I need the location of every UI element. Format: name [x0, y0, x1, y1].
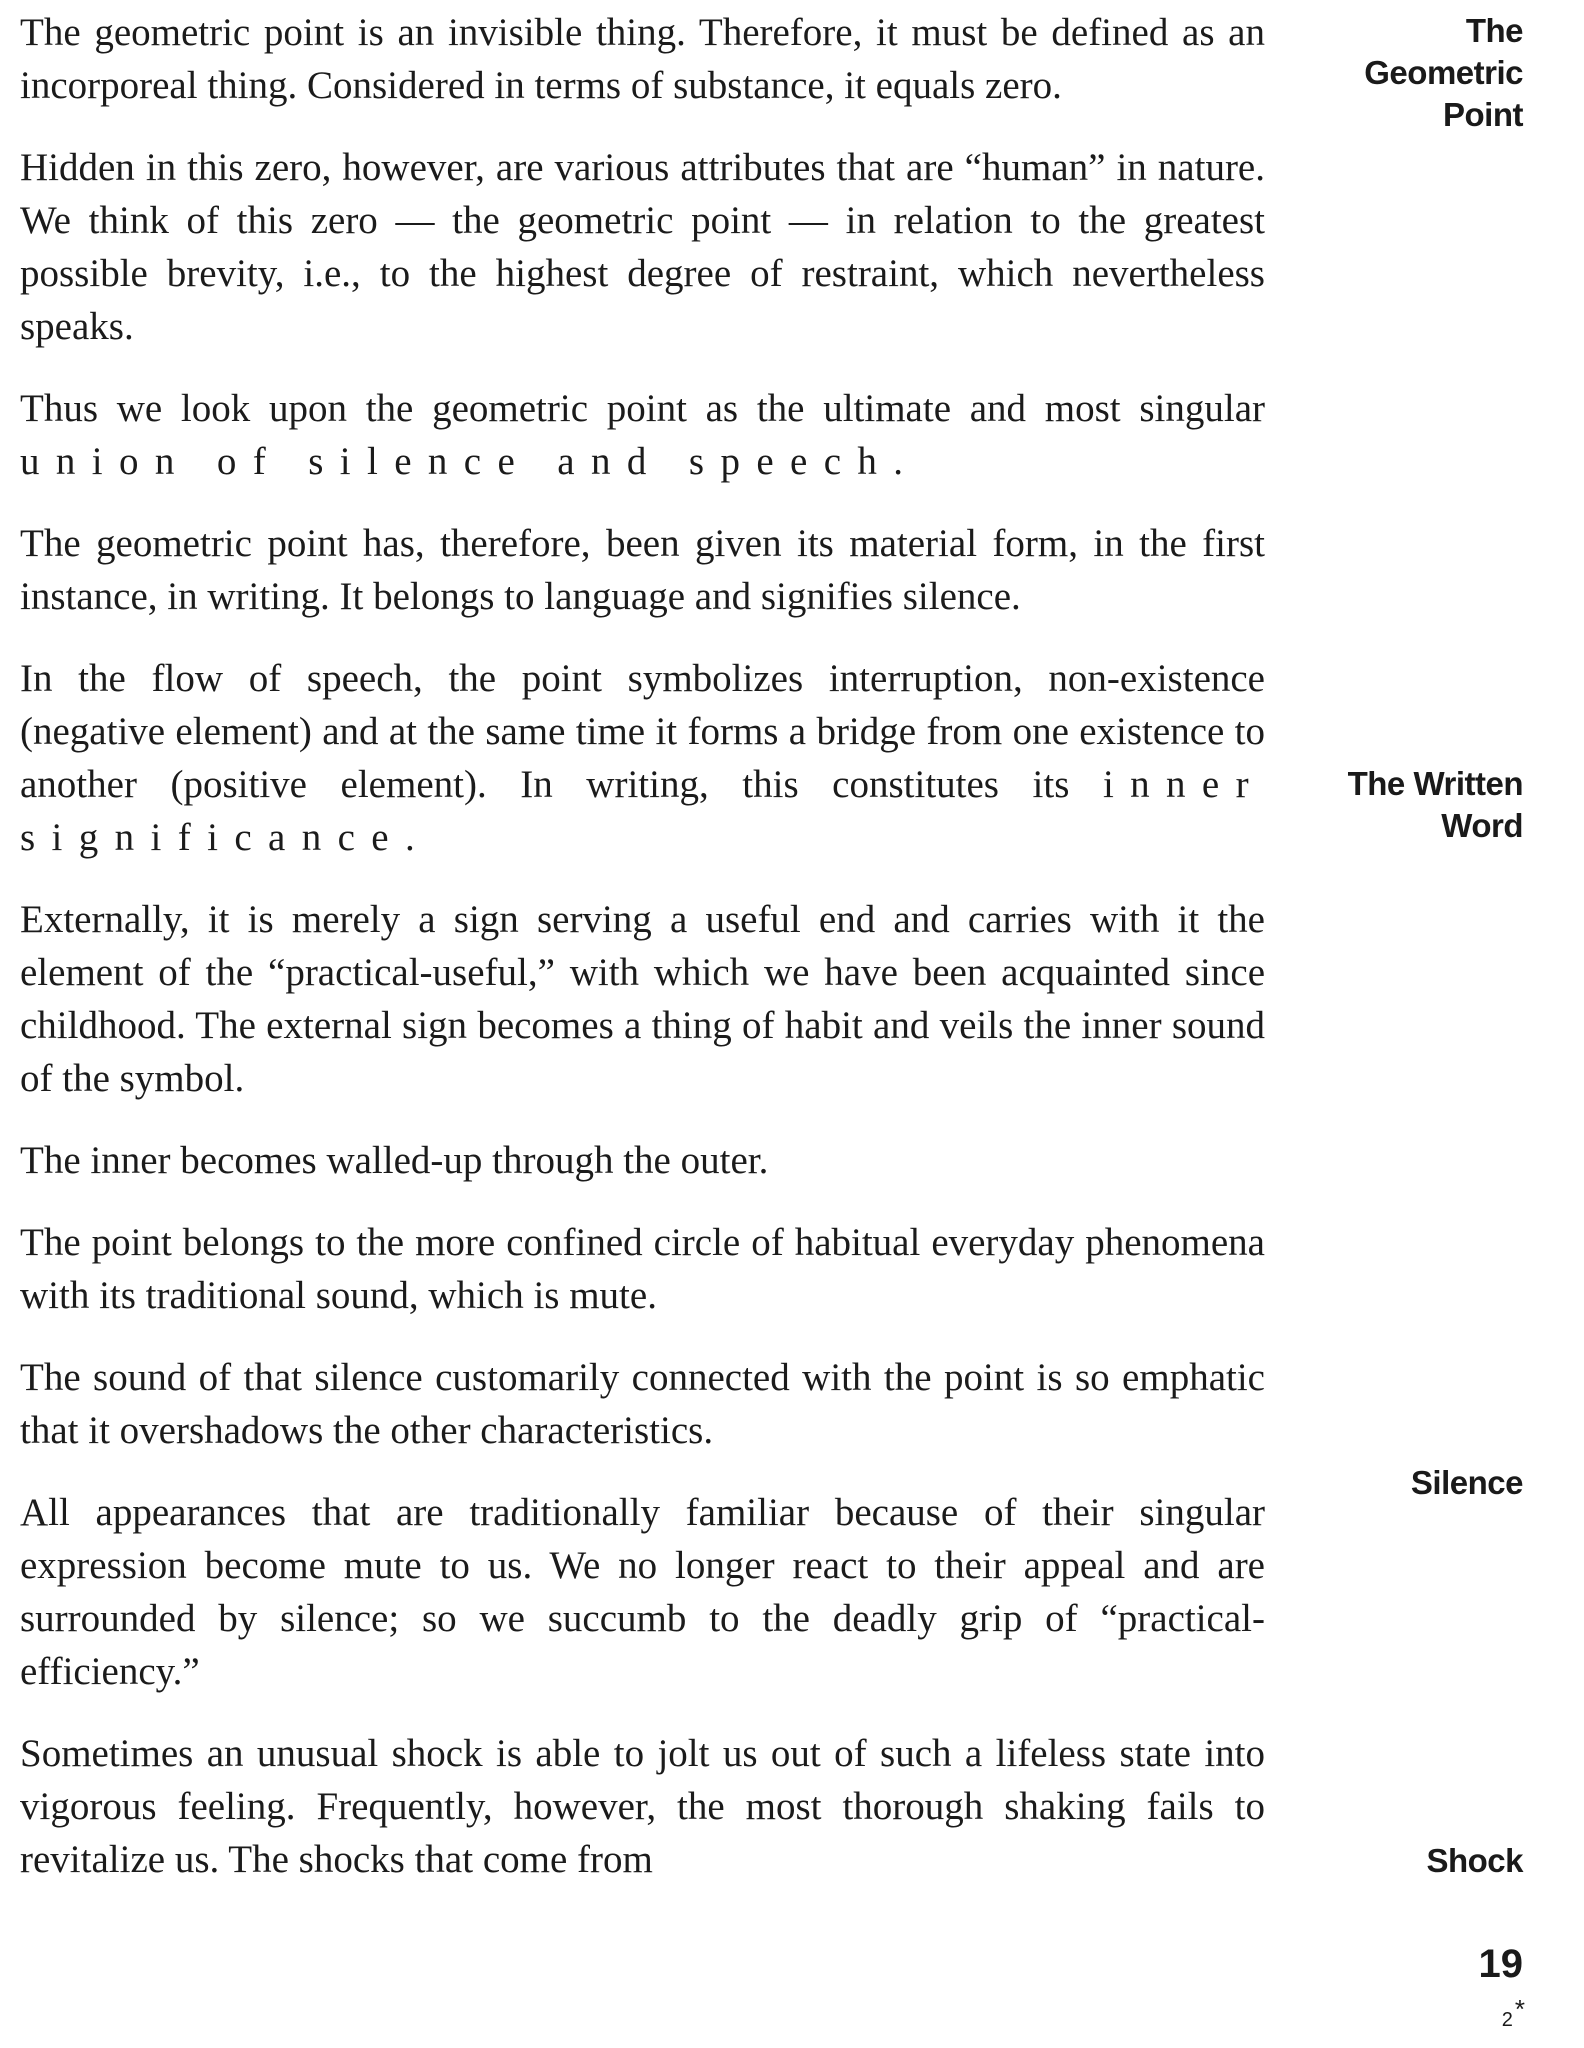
heading-line: Silence [1410, 1464, 1523, 1501]
asterisk-icon: * [1514, 1994, 1525, 2024]
paragraph-text: . [404, 816, 415, 859]
paragraph-sound-of-silence: The sound of that silence customarily connected with the point is so emphatic that it overshadows the other characteristics. [20, 1356, 1265, 1452]
paragraph-appearances: All appearances that are traditionally familiar because of their singular expression become mute to us. We no longer react to their appeal and are surrounded by silence; so we succumb to the deadly grip of “practical-efficiency.” [20, 1491, 1265, 1693]
printer-signature-mark [1501, 1994, 1525, 2033]
paragraph-inner-walled-up: The inner becomes walled-up through the outer. [20, 1139, 769, 1182]
paragraph-geometric-point: The geometric point is an invisible thing. Therefore, it must be defined as an incorporeal thing. Considered in terms of substance, it equals zero. [20, 11, 1265, 107]
heading-line: Point [1443, 96, 1523, 133]
paragraph-habitual-phenomena: The point belongs to the more confined circle of habitual everyday phenomena with its traditional sound, which is mute. [20, 1221, 1265, 1317]
signature-number: 2 [1501, 2009, 1513, 2031]
paragraph-text: In the flow of speech, the point symbolizes interruption, non-existence (negative element) and at the same time it forms a bridge from one existence to another (positive element). In writing, this constitutes its [20, 657, 1265, 806]
page-number: 19 [1478, 1942, 1523, 1986]
paragraph-externally: Externally, it is merely a sign serving a useful end and carries with it the element of the “practical-useful,” with which we have been acquainted since childhood. The external sign becomes a thing of habit and veils the inner sound of the symbol. [20, 898, 1265, 1100]
paragraph-material-form: The geometric point has, therefore, been given its material form, in the first instance, in writing. It belongs to language and signifies silence. [20, 522, 1265, 618]
heading-line: The Written [1347, 765, 1523, 802]
side-heading-shock [1426, 1840, 1523, 1882]
heading-line: Geometric [1364, 54, 1523, 91]
paragraph-text: . [893, 440, 904, 483]
emphasized-text: union of silence and speech [20, 440, 894, 483]
heading-line: Shock [1426, 1842, 1523, 1879]
body-text-column [20, 6, 1265, 1915]
paragraph-hidden-zero: Hidden in this zero, however, are various attributes that are “human” in nature. We think of this zero — the geometric point — in relation to the greatest possible brevity, i.e., to the highest degree of restraint, which nevertheless speaks. [20, 146, 1265, 348]
emphasized-text: inner significance [20, 763, 1265, 859]
side-heading-silence [1411, 1462, 1523, 1504]
side-heading-geometric-point [1364, 10, 1523, 136]
paragraph-flow-of-speech [20, 652, 1265, 864]
paragraph-silence-and-speech [20, 382, 1265, 488]
heading-line: The [1465, 12, 1523, 49]
paragraph-text: Thus we look upon the geometric point as the ultimate and most singular [20, 387, 1265, 430]
side-heading-written-word [1348, 763, 1523, 847]
heading-line: Word [1441, 807, 1523, 844]
paragraph-shock: Sometimes an unusual shock is able to jolt us out of such a lifeless state into vigorous feeling. Frequently, however, the most thorough shaking fails to revitalize us. The shocks that come from [20, 1732, 1265, 1881]
